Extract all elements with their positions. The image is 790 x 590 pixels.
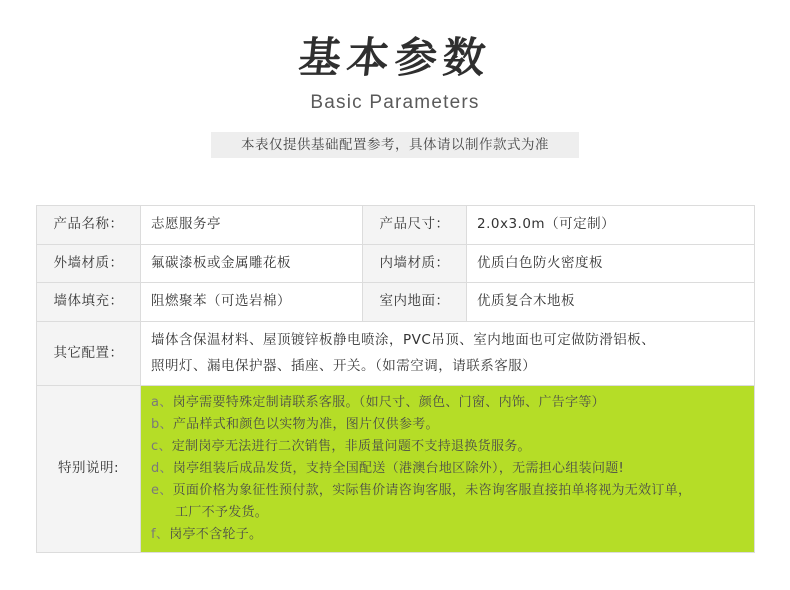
row-value-other-config: [141, 321, 755, 385]
parameters-table-wrap: [36, 205, 754, 553]
row-label-interior-material: 内墙材质：: [363, 244, 467, 283]
note-marker: b、: [151, 417, 173, 433]
row-value-indoor-floor: 优质复合木地板: [467, 283, 755, 322]
row-value-special-notes: [141, 386, 755, 553]
note-text: 岗亭组装后成品发货，支持全国配送（港澳台地区除外），无需担心组装问题!: [172, 461, 625, 477]
row-label-wall-filling: 墙体填充：: [37, 283, 141, 322]
note-text: 定制岗亭无法进行二次销售，非质量问题不支持退换货服务。: [171, 439, 531, 455]
note-text: 岗亭不含轮子。: [169, 527, 263, 543]
note-text: 页面价格为象征性预付款，实际售价请咨询客服，未咨询客服直接拍单将视为无效订单，: [172, 483, 692, 499]
other-config-line-2: 照明灯、漏电保护器、插座、开关。（如需空调，请联系客服）: [151, 357, 537, 374]
note-text: 产品样式和颜色以实物为准，图片仅供参考。: [172, 417, 439, 433]
page-header: [0, 0, 790, 158]
row-label-indoor-floor: 室内地面：: [363, 283, 467, 322]
list-item: [151, 458, 744, 480]
list-item: [151, 392, 744, 414]
note-marker: f、: [151, 527, 170, 543]
page-title: 基本参数: [296, 33, 494, 82]
row-label-exterior-material: 外墙材质：: [37, 244, 141, 283]
note-text: 工厂不予发货。: [175, 505, 269, 521]
special-notes-list: [151, 392, 744, 546]
note-marker: c、: [151, 439, 172, 455]
list-item: [151, 414, 744, 436]
other-config-line-1: 墙体含保温材料、屋顶镀锌板静电喷涂，PVC吊顶、室内地面也可定做防滑铝板、: [151, 331, 656, 348]
row-value-product-name: 志愿服务亭: [141, 206, 363, 245]
row-value-product-size: 2.0x3.0m（可定制）: [467, 206, 755, 245]
row-value-wall-filling: 阻燃聚苯（可选岩棉）: [141, 283, 363, 322]
table-row-notes: [37, 386, 755, 553]
row-value-interior-material: 优质白色防火密度板: [467, 244, 755, 283]
row-label-other-config: 其它配置：: [37, 321, 141, 385]
table-row: [37, 206, 755, 245]
list-item: [151, 524, 744, 546]
list-item: [151, 436, 744, 458]
notice-bar: 本表仅提供基础配置参考，具体请以制作款式为准: [211, 132, 579, 158]
bottom-spacer: [0, 575, 790, 590]
row-label-special-notes: 特别说明:: [37, 386, 141, 553]
table-row: [37, 283, 755, 322]
note-marker: a、: [151, 395, 173, 411]
row-label-product-name: 产品名称：: [37, 206, 141, 245]
page-subtitle-en: Basic Parameters: [310, 92, 480, 114]
note-marker: e、: [151, 483, 173, 499]
note-text: 岗亭需要特殊定制请联系客服。（如尺寸、颜色、门窗、内饰、广告字等）: [172, 395, 605, 411]
row-value-exterior-material: 氟碳漆板或金属雕花板: [141, 244, 363, 283]
row-label-product-size: 产品尺寸：: [363, 206, 467, 245]
list-item-continuation: [151, 502, 744, 524]
table-row: [37, 244, 755, 283]
table-row: [37, 321, 755, 385]
note-marker: d、: [151, 461, 173, 477]
parameters-table: [36, 205, 755, 553]
list-item: [151, 480, 744, 502]
